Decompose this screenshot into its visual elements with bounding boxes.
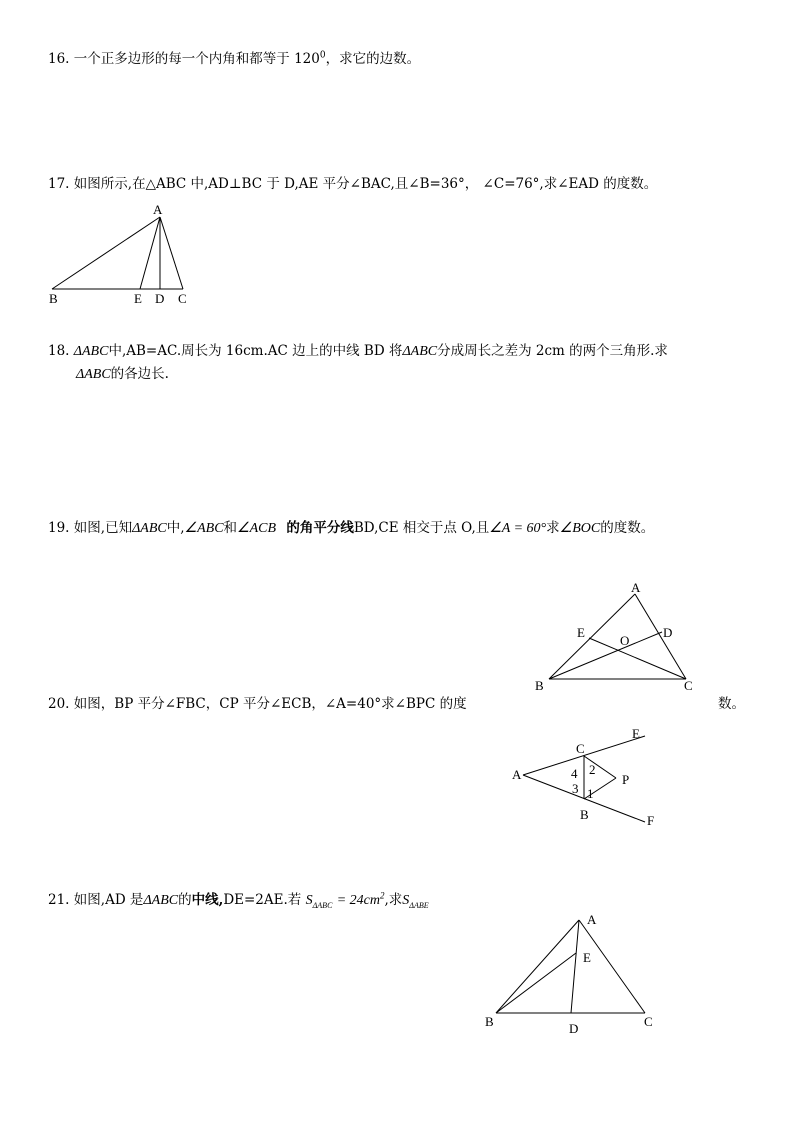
- fig20-label-e: E: [632, 726, 640, 741]
- fig21-label-a: A: [587, 912, 597, 927]
- angle-acb: ∠ACB: [237, 521, 277, 536]
- triangle-abc: ΔABC: [402, 344, 438, 359]
- question-19-text2: 中,: [166, 520, 185, 536]
- question-18-text2: 分成周长之差为 2cm 的两个三角形.求: [437, 343, 668, 359]
- triangle-abc: ΔABC: [132, 521, 167, 536]
- fig20-label-c: C: [576, 741, 585, 756]
- question-20-number: 20.: [48, 696, 70, 712]
- area-symbol: S: [402, 893, 410, 908]
- question-20-tail-text: 数。: [718, 696, 745, 712]
- area-exponent: 2: [379, 890, 385, 901]
- area-equation: = 24cm: [336, 893, 380, 908]
- question-18-text1: 中,AB=AC.周长为 16cm.AC 边上的中线 BD 将: [108, 343, 403, 359]
- triangle-abc: ΔABC: [143, 893, 179, 908]
- question-21-number: 21.: [48, 892, 70, 908]
- fig19-label-b: B: [535, 678, 544, 693]
- question-19-number: 19.: [48, 520, 70, 536]
- question-21-text4: ,求: [384, 892, 403, 908]
- condition-angle-a: ∠A = 60°: [489, 521, 547, 536]
- fig17-label-e: E: [134, 291, 142, 306]
- fig20-label-1: 1: [587, 786, 594, 801]
- area-symbol: S: [305, 893, 313, 908]
- angle-boc: ∠BOC: [559, 521, 601, 536]
- area-value: [336, 890, 385, 908]
- question-21-text3: DE=2AE.若: [223, 892, 302, 908]
- question-17-text: 如图所示,在△ABC 中,AD⊥BC 于 D,AE 平分∠BAC,且∠B=36°， ∠C=76°,求∠EAD 的度数。: [73, 176, 658, 192]
- area-subscript: ΔABC: [312, 900, 333, 910]
- question-20-tail: [718, 695, 745, 713]
- degree-sup: 0: [319, 50, 326, 61]
- question-16-number: 16.: [48, 51, 70, 67]
- triangle-abc: ΔABC: [76, 367, 111, 382]
- fig17-label-d: D: [155, 291, 165, 306]
- question-18-text3: 的各边长.: [110, 366, 169, 382]
- question-16-tail: ，求它的边数。: [325, 51, 421, 67]
- question-19-text4: 求: [546, 520, 560, 536]
- question-19: [48, 519, 654, 538]
- area-abe: [402, 893, 428, 908]
- fig17-label-a: A: [153, 202, 163, 217]
- question-19-text1: 如图,已知: [73, 520, 133, 536]
- median-bold: 中线,: [191, 892, 224, 908]
- fig20-label-3: 3: [572, 781, 579, 796]
- fig19-label-e: E: [577, 625, 585, 640]
- fig20-label-b: B: [580, 807, 589, 822]
- fig20-label-2: 2: [589, 762, 596, 777]
- question-21: [48, 891, 429, 910]
- angle-abc: ∠ABC: [184, 521, 224, 536]
- fig21-label-d: D: [569, 1021, 579, 1036]
- figure-17-lines: [52, 217, 183, 289]
- triangle-abc: ΔABC: [73, 344, 109, 359]
- question-20-text: 如图，BP 平分∠FBC，CP 平分∠ECB，∠A=40°求∠BPC 的度: [73, 696, 467, 712]
- fig21-label-e: E: [583, 950, 591, 965]
- question-18-number: 18.: [48, 343, 70, 359]
- fig19-label-a: A: [631, 580, 641, 595]
- figure-21-lines: [496, 920, 645, 1013]
- question-18-line2: [76, 365, 169, 384]
- question-20: [48, 695, 467, 713]
- fig19-label-o: O: [620, 633, 630, 648]
- fig20-label-f: F: [647, 813, 655, 828]
- question-16: [48, 50, 420, 68]
- fig20-label-p: P: [622, 772, 630, 787]
- figure-19-lines: [549, 594, 686, 679]
- question-19-text5: 的度数。: [600, 520, 655, 536]
- fig21-label-b: B: [485, 1014, 494, 1029]
- question-17-number: 17.: [48, 176, 70, 192]
- question-21-text2: 的: [178, 892, 192, 908]
- figure-20-lines: [523, 736, 645, 822]
- question-19-text3: BD,CE 相交于点 O,且: [353, 520, 490, 536]
- fig19-label-c: C: [684, 678, 693, 693]
- fig17-label-c: C: [178, 291, 187, 306]
- fig19-label-d: D: [663, 625, 673, 640]
- fig17-label-b: B: [49, 291, 58, 306]
- area-subscript: ΔABE: [409, 900, 429, 910]
- question-21-text1: 如图,AD 是: [73, 892, 144, 908]
- question-17: [48, 175, 657, 193]
- question-16-text: 一个正多边形的每一个内角和都等于 120: [73, 51, 320, 67]
- fig20-label-4: 4: [571, 766, 578, 781]
- fig20-label-a: A: [512, 767, 522, 782]
- angle-bisector-bold: 的角平分线: [286, 520, 354, 536]
- fig21-label-c: C: [644, 1014, 653, 1029]
- question-18-line1: [48, 342, 668, 361]
- area-abc: [306, 893, 333, 908]
- question-19-and: 和: [223, 520, 238, 536]
